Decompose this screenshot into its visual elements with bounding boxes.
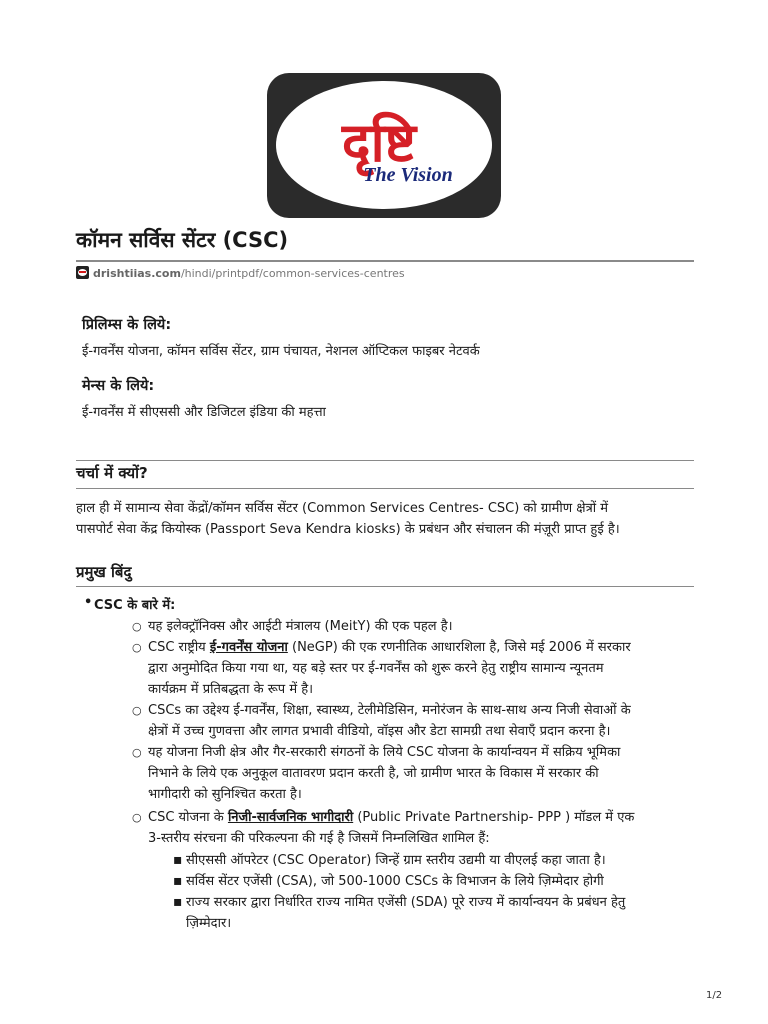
- square-bullet-icon: ▪: [173, 894, 183, 910]
- circle-bullet-icon: ○: [132, 620, 142, 633]
- list-item-text: यह योजना निजी क्षेत्र और गैर-सरकारी संगठनों के लिये CSC योजना के कार्यान्वयन में सक्रिय भूमिका: [148, 745, 621, 760]
- text-fragment: CSC योजना के: [148, 810, 228, 825]
- logo-english-text: The Vision: [363, 164, 453, 186]
- logo-hindi-text: दृष्टि: [341, 111, 417, 174]
- circle-bullet-icon: ○: [132, 641, 142, 654]
- section-divider: [76, 586, 694, 587]
- list-item-text: कार्यक्रम में प्रतिबद्धता के रूप में है।: [148, 682, 314, 697]
- list-item-text: राज्य सरकार द्वारा निर्धारित राज्य नामित एजेंसी (SDA) पूरे राज्य में कार्यान्वयन के प्रबंधन हेतु: [186, 895, 626, 910]
- section-divider: [76, 460, 694, 461]
- drishti-logo: [267, 73, 501, 218]
- why-news-heading: चर्चा में क्यों?: [76, 464, 148, 482]
- list-item-text: CSCs का उद्देश्य ई-गवर्नेंस, शिक्षा, स्वास्थ्य, टेलीमेडिसिन, मनोरंजन के साथ-साथ अन्य निजी सेवाओं के: [148, 703, 631, 718]
- list-item-text: यह इलेक्ट्रॉनिक्स और आईटी मंत्रालय (MeitY) की एक पहल है।: [148, 619, 453, 634]
- sub-list-item: [173, 871, 706, 892]
- drishti-favicon-icon: [76, 266, 89, 279]
- prelims-heading: प्रिलिम्स के लिये:: [82, 317, 172, 333]
- list-item-text: द्वारा अनुमोदित किया गया था, यह बड़े स्तर पर ई-गवर्नेंस को शुरू करने हेतु राष्ट्रीय सामान्य न्यूनतम: [148, 661, 604, 676]
- circle-bullet-icon: ○: [132, 746, 142, 759]
- title-divider: [76, 260, 694, 262]
- list-item-csc-about: • CSC के बारे में:: [94, 595, 175, 613]
- section-divider: [76, 488, 694, 489]
- circle-bullet-icon: ○: [132, 704, 142, 717]
- list-item-text: 3-स्तरीय संरचना की परिकल्पना की गई है जिसमें निम्नलिखित शामिल हैं:: [148, 831, 490, 846]
- paragraph-line: हाल ही में सामान्य सेवा केंद्रों/कॉमन सर्विस सेंटर (Common Services Centres- CSC) को ग्रामीण क्षेत्रों में: [76, 501, 609, 516]
- circle-bullet-icon: ○: [132, 811, 142, 824]
- sub-list-item: [173, 850, 706, 871]
- sub-list-item: [173, 892, 706, 934]
- list-item: [132, 742, 708, 805]
- list-item-text: सीएससी ऑपरेटर (CSC Operator) जिन्हें ग्राम स्तरीय उद्यमी या वीएलई कहा जाता है।: [186, 853, 606, 868]
- list-item-text: सर्विस सेंटर एजेंसी (CSA), जो 500-1000 CSCs के विभाजन के लिये ज़िम्मेदार होगी: [186, 874, 604, 889]
- page-number: 1/2: [706, 990, 723, 1001]
- source-url[interactable]: [76, 266, 405, 280]
- paragraph-line: पासपोर्ट सेवा केंद्र कियोस्क (Passport Seva Kendra kiosks) के प्रबंधन और संचालन की मंज़ूरी प्राप्त हुई है।: [76, 522, 620, 537]
- list-item: [132, 616, 708, 637]
- square-bullet-icon: ▪: [173, 852, 183, 868]
- source-path: /hindi/printpdf/common-services-centres: [180, 267, 405, 280]
- logo-graphic: [267, 73, 501, 218]
- text-fragment: CSC राष्ट्रीय: [148, 640, 210, 655]
- page-title: कॉमन सर्विस सेंटर (CSC): [76, 228, 289, 252]
- list-item-text: क्षेत्रों में उच्च गुणवत्ता और लागत प्रभावी वीडियो, वॉइस और डेटा सामग्री तथा सेवाएँ प्रदान करना है।: [148, 724, 611, 739]
- source-domain: drishtiias.com: [93, 267, 181, 280]
- list-item-text: ज़िम्मेदार।: [186, 916, 232, 931]
- mains-heading: मेन्स के लिये:: [82, 378, 155, 394]
- key-points-heading: प्रमुख बिंदु: [76, 563, 132, 581]
- list-item: [132, 637, 708, 700]
- list-item-text: [148, 807, 708, 828]
- mains-topics: ई-गवर्नेंस में सीएससी और डिजिटल इंडिया की महत्ता: [82, 405, 326, 420]
- square-bullet-icon: ▪: [173, 873, 183, 889]
- list-item-text: [148, 637, 708, 658]
- list-item: [132, 700, 708, 742]
- prelims-topics: ई-गवर्नेंस योजना, कॉमन सर्विस सेंटर, ग्राम पंचायत, नेशनल ऑप्टिकल फाइबर नेटवर्क: [82, 344, 480, 359]
- ppp-link[interactable]: निजी-सार्वजनिक भागीदारी: [227, 810, 354, 825]
- list-item: [132, 807, 708, 849]
- egovernance-link[interactable]: ई-गवर्नेंस योजना: [209, 640, 288, 655]
- list-item-text: भागीदारी को सुनिश्चित करता है।: [148, 787, 302, 802]
- text-fragment: (Public Private Partnership- PPP ) मॉडल में एक: [353, 810, 635, 825]
- list-item-text: निभाने के लिये एक अनुकूल वातावरण प्रदान करती है, जो ग्रामीण भारत के विकास में सरकार की: [148, 766, 599, 781]
- text-fragment: (NeGP) की एक रणनीतिक आधारशिला है, जिसे मई 2006 में सरकार: [287, 640, 631, 655]
- why-news-paragraph: [76, 498, 702, 540]
